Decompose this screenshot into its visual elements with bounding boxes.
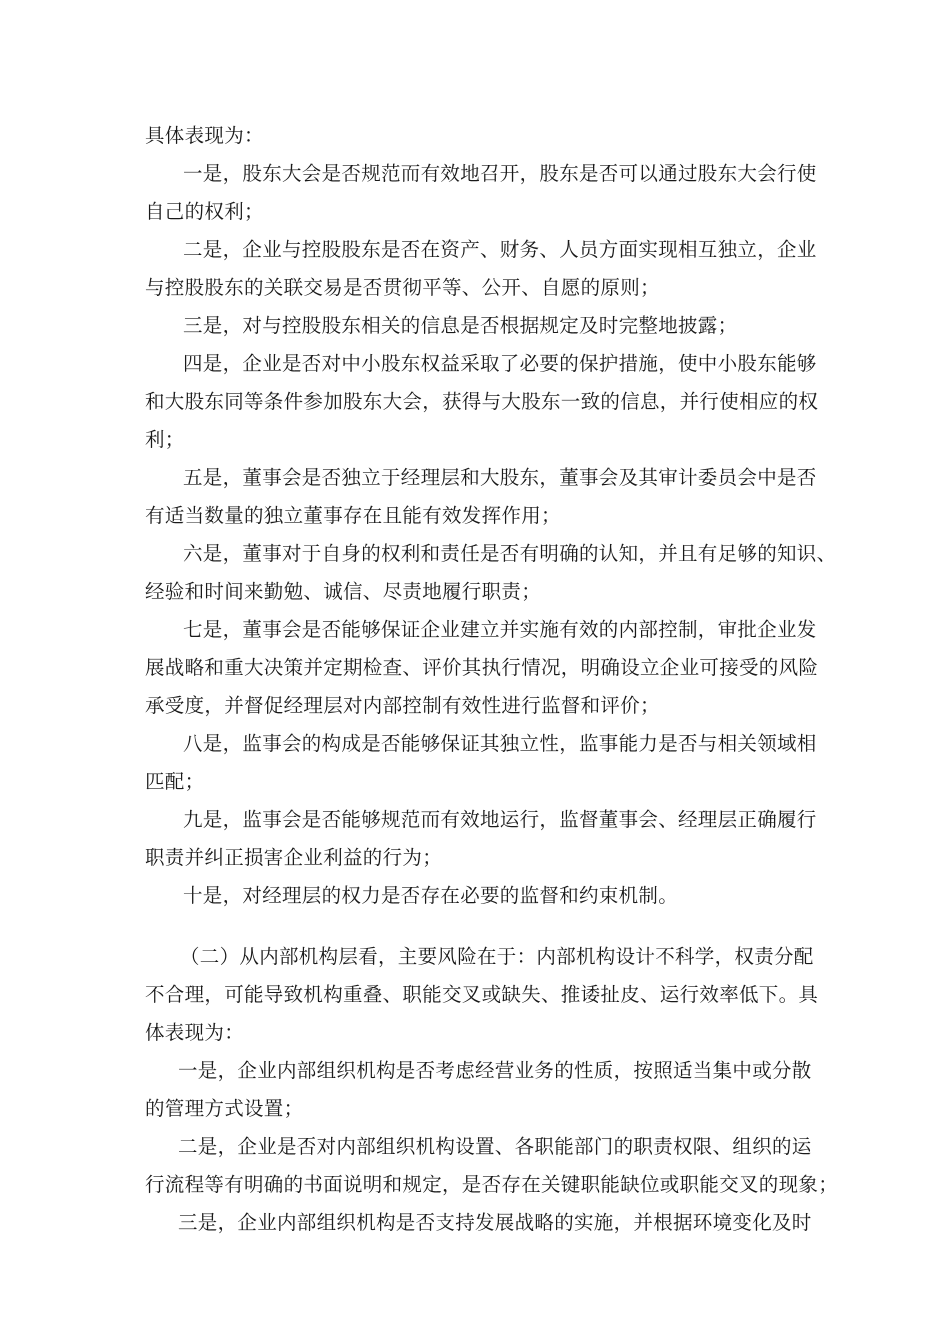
item-7-line-2: 展战略和重大决策并定期检查、评价其执行情况，明确设立企业可接受的风险 — [145, 656, 819, 679]
section2-heading-line-3: 体表现为： — [145, 1021, 245, 1044]
item-9-line-1: 九是，监事会是否能够规范而有效地运行，监督董事会、经理层正确履行 — [183, 808, 817, 831]
item-6-line-2: 经验和时间来勤勉、诚信、尽责地履行职责； — [145, 580, 542, 603]
item-8-line-2: 匹配； — [145, 770, 205, 793]
section2-item-1-line-2: 的管理方式设置； — [145, 1097, 304, 1120]
item-9-line-2: 职责并纠正损害企业利益的行为； — [145, 846, 443, 869]
item-3-line-1: 三是，对与控股股东相关的信息是否根据规定及时完整地披露； — [183, 314, 738, 337]
section2-heading-line-2: 不合理，可能导致机构重叠、职能交叉或缺失、推诿扯皮、运行效率低下。具 — [145, 983, 819, 1006]
item-1-line-1: 一是，股东大会是否规范而有效地召开，股东是否可以通过股东大会行使 — [183, 162, 817, 185]
item-4-line-3: 利； — [145, 428, 185, 451]
item-2-line-1: 二是，企业与控股股东是否在资产、财务、人员方面实现相互独立，企业 — [183, 238, 817, 261]
section2-heading-line-1: （二）从内部机构层看，主要风险在于：内部机构设计不科学，权责分配 — [180, 945, 814, 968]
section2-item-1-line-1: 一是，企业内部组织机构是否考虑经营业务的性质，按照适当集中或分散 — [178, 1059, 812, 1082]
item-4-line-2: 和大股东同等条件参加股东大会，获得与大股东一致的信息，并行使相应的权 — [145, 390, 819, 413]
section2-item-3-line-1: 三是，企业内部组织机构是否支持发展战略的实施，并根据环境变化及时 — [178, 1211, 812, 1234]
item-6-line-1: 六是，董事对于自身的权利和责任是否有明确的认知，并且有足够的知识、 — [183, 542, 837, 565]
item-5-line-2: 有适当数量的独立董事存在且能有效发挥作用； — [145, 504, 561, 527]
item-8-line-1: 八是，监事会的构成是否能够保证其独立性，监事能力是否与相关领域相 — [183, 732, 817, 755]
section2-item-2-line-2: 行流程等有明确的书面说明和规定，是否存在关键职能缺位或职能交叉的现象； — [145, 1173, 839, 1196]
item-1-line-2: 自己的权利； — [145, 200, 264, 223]
item-5-line-1: 五是，董事会是否独立于经理层和大股东，董事会及其审计委员会中是否 — [183, 466, 817, 489]
section2-item-2-line-1: 二是，企业是否对内部组织机构设置、各职能部门的职责权限、组织的运 — [178, 1135, 812, 1158]
item-4-line-1: 四是，企业是否对中小股东权益采取了必要的保护措施，使中小股东能够 — [183, 352, 817, 375]
paragraph-intro: 具体表现为： — [145, 124, 264, 147]
item-10-line-1: 十是，对经理层的权力是否存在必要的监督和约束机制。 — [183, 884, 679, 907]
item-2-line-2: 与控股股东的关联交易是否贯彻平等、公开、自愿的原则； — [145, 276, 660, 299]
item-7-line-3: 承受度，并督促经理层对内部控制有效性进行监督和评价； — [145, 694, 660, 717]
item-7-line-1: 七是，董事会是否能够保证企业建立并实施有效的内部控制，审批企业发 — [183, 618, 817, 641]
